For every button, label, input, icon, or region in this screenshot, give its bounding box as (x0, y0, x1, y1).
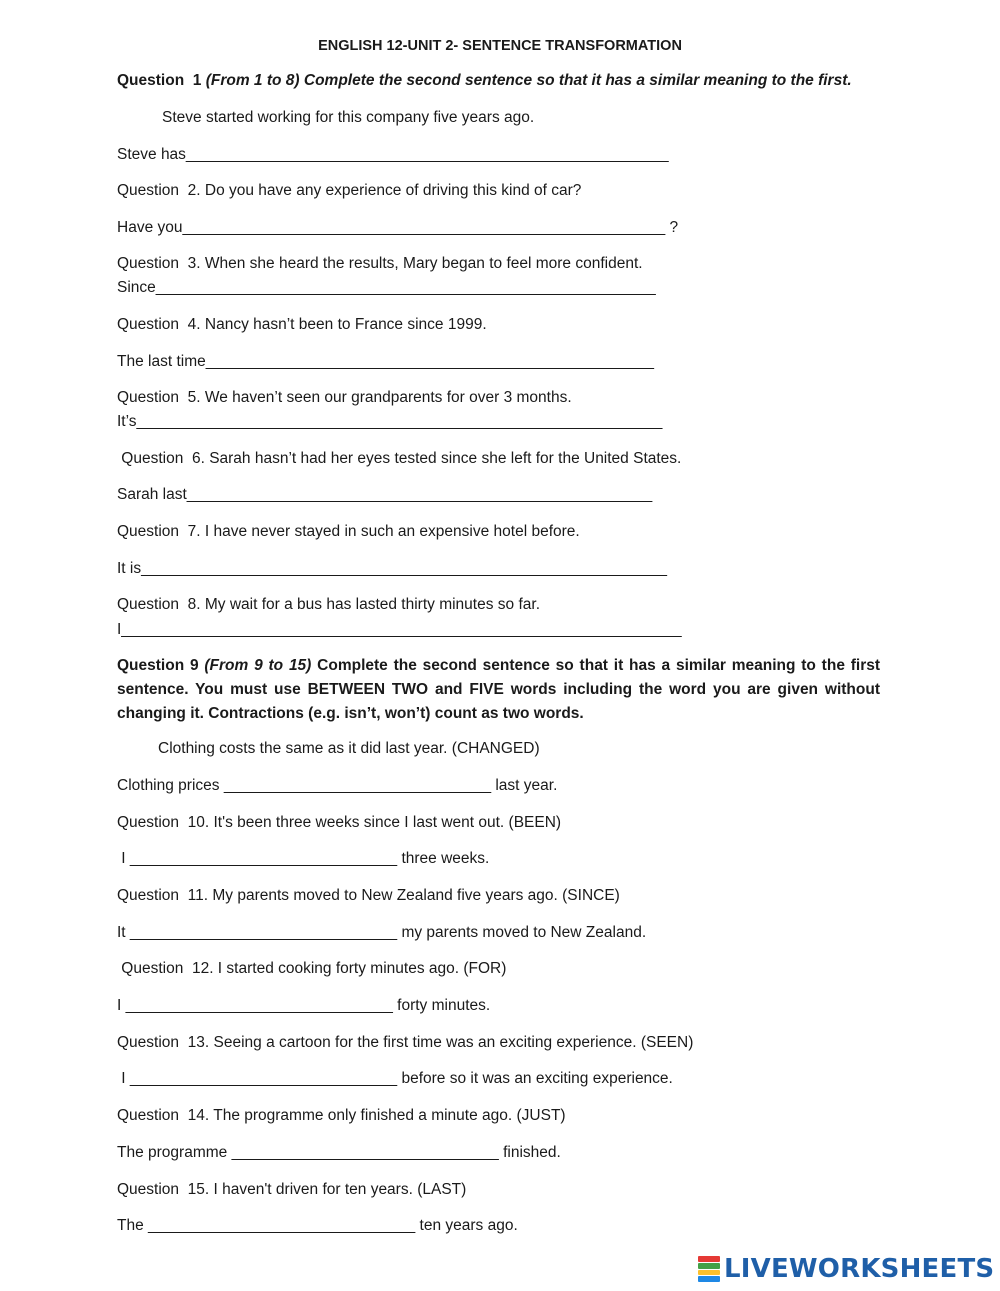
section2-range: (From 9 to 15) (204, 657, 312, 674)
q8-answer-line[interactable]: I_________________________________________________________________ (117, 621, 682, 638)
q15-answer-line[interactable]: The _______________________________ ten years ago. (117, 1217, 518, 1234)
q5-prompt: Question 5. We haven’t seen our grandparents for over 3 months. (117, 389, 572, 406)
liveworksheets-logo-icon (698, 1256, 720, 1282)
q7-answer-line[interactable]: It is_____________________________________________________________ (117, 560, 667, 577)
q9-prompt: Clothing costs the same as it did last year. (CHANGED) (158, 740, 540, 757)
q14-prompt: Question 14. The programme only finished a minute ago. (JUST) (117, 1107, 566, 1124)
q12-prompt: Question 12. I started cooking forty minutes ago. (FOR) (117, 960, 507, 977)
q1-prompt: Steve started working for this company five years ago. (162, 109, 535, 126)
q2-prompt: Question 2. Do you have any experience of driving this kind of car? (117, 182, 582, 199)
q6-prompt: Question 6. Sarah hasn’t had her eyes tested since she left for the United States. (117, 450, 682, 467)
q11-prompt: Question 11. My parents moved to New Zealand five years ago. (SINCE) (117, 887, 620, 904)
section1-heading (117, 71, 852, 91)
q7-prompt: Question 7. I have never stayed in such an expensive hotel before. (117, 523, 580, 540)
liveworksheets-logo[interactable] (698, 1254, 994, 1284)
page-title: ENGLISH 12-UNIT 2- SENTENCE TRANSFORMATION (318, 38, 682, 54)
q3-prompt: Question 3. When she heard the results, Mary began to feel more confident. (117, 255, 643, 272)
section2-instructions (117, 654, 880, 726)
q13-answer-line[interactable]: I _______________________________ before so it was an exciting experience. (117, 1070, 673, 1087)
section1-instructions: (From 1 to 8) Complete the second sentence so that it has a similar meaning to the first. (205, 72, 852, 89)
q4-prompt: Question 4. Nancy hasn’t been to France since 1999. (117, 316, 487, 333)
q2-answer-line[interactable]: Have you________________________________________________________ ? (117, 219, 679, 236)
q10-answer-line[interactable]: I _______________________________ three weeks. (117, 850, 490, 867)
q14-answer-line[interactable]: The programme _______________________________ finished. (117, 1144, 561, 1161)
q13-prompt: Question 13. Seeing a cartoon for the first time was an exciting experience. (SEEN) (117, 1034, 694, 1051)
q3-answer-line[interactable]: Since__________________________________________________________ (117, 279, 656, 296)
q9-answer-line[interactable]: Clothing prices _______________________________ last year. (117, 777, 558, 794)
q4-answer-line[interactable]: The last time____________________________________________________ (117, 353, 654, 370)
liveworksheets-logo-text: LIVEWORKSHEETS (724, 1254, 995, 1284)
q5-answer-line[interactable]: It’s_____________________________________________________________ (117, 413, 663, 430)
section2-label: Question 9 (117, 657, 205, 674)
q10-prompt: Question 10. It's been three weeks since I last went out. (BEEN) (117, 814, 562, 831)
q12-answer-line[interactable]: I _______________________________ forty minutes. (117, 997, 491, 1014)
q11-answer-line[interactable]: It _______________________________ my parents moved to New Zealand. (117, 924, 647, 941)
section2-text: Complete the second sentence so that it has a similar meaning to the first sentence. You must use BETWEEN TWO and FIVE words including the word you are given without changing it. Contractions (e.g. isn’t, won’t) count as two words. (117, 657, 881, 722)
q15-prompt: Question 15. I haven't driven for ten years. (LAST) (117, 1181, 467, 1198)
q6-answer-line[interactable]: Sarah last______________________________________________________ (117, 486, 653, 503)
q1-answer-line[interactable]: Steve has________________________________________________________ (117, 146, 669, 163)
q8-prompt: Question 8. My wait for a bus has lasted thirty minutes so far. (117, 596, 540, 613)
section1-label: Question 1 (117, 72, 206, 89)
